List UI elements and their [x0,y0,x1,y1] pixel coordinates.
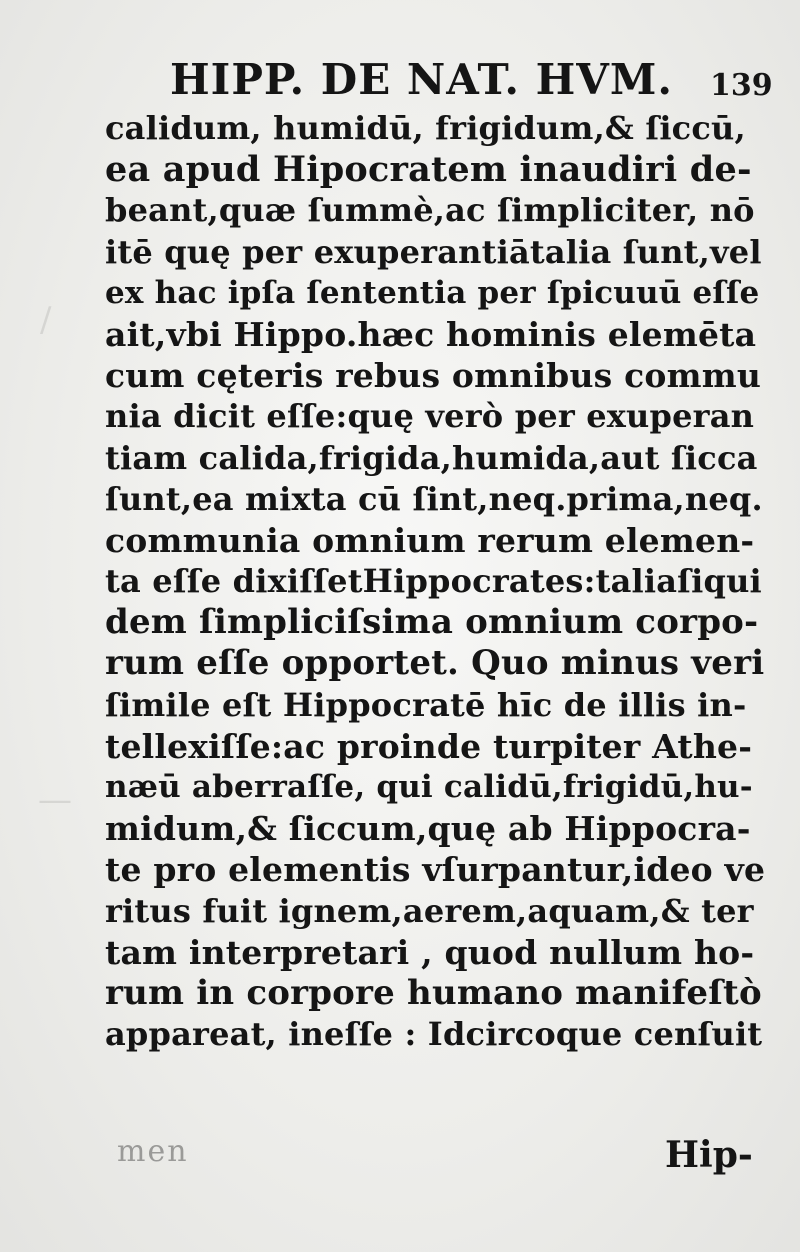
text-line: tiam calida,frigida,humida,aut ſicca [105,438,758,477]
page-header [170,52,773,108]
text-line: ſunt,ea mixta cū ſint,neq.prima,neq. [105,479,763,518]
page-footer [105,1130,765,1180]
running-title: HIPP. DE NAT. HVM. [170,55,673,104]
text-line: ea apud Hipocratem inaudiri de- [105,149,752,191]
text-line: calidum, humidū, frigidum,& ſiccū, [105,109,746,147]
text-line: appareat, ineſſe : Idcircoque cenſuit [105,1015,763,1054]
show-through-left-2: — [38,780,72,820]
show-through-left: / [40,300,52,340]
text-line: ait,vbi Hippo.hæc hominis elemēta [105,314,757,354]
text-line: ritus fuit ignem,aerem,aquam,& ter [105,891,754,930]
text-line: itē quę per exuperantiātalia ſunt,vel [105,232,762,271]
text-line: cum cęteris rebus omnibus commu [105,356,762,396]
text-line: tellexiſſe:ac proinde turpiter Athe- [105,726,753,766]
body-text [105,108,765,1055]
text-line: rum in corpore humano manifeſtò [105,972,762,1013]
text-line: dem ſimpliciſsima omnium corpo- [105,602,759,643]
text-line: nia dicit eſſe:quę verò per exuperan [105,397,755,436]
text-line: tam interpretari , quod nullum ho- [105,932,755,972]
text-line: te pro elementis vſurpantur,ideo ve [105,850,766,890]
text-line: ſimile eſt Hippocratē hīc de illis in- [105,685,747,724]
page-number: 139 [710,68,773,103]
catchword: Hip- [665,1134,753,1176]
text-line: ex hac ipſa ſententia per ſpicuuū eſſe [105,274,760,311]
text-line: ta eſſe dixiſſetHippocrates:taliaſiqui [105,562,762,601]
text-line: communia omnium rerum elemen- [105,520,755,560]
text-line: midum,& ſiccum,quę ab Hippocra- [105,809,751,849]
faint-show-through-word: men [117,1134,189,1169]
text-line: næū aberraſſe, qui calidū,frigidū,hu- [105,769,753,805]
text-line: rum eſſe opportet. Quo minus veri [105,643,765,684]
text-line: beant,quæ ſummè,ac ſimpliciter, nō [105,191,755,230]
